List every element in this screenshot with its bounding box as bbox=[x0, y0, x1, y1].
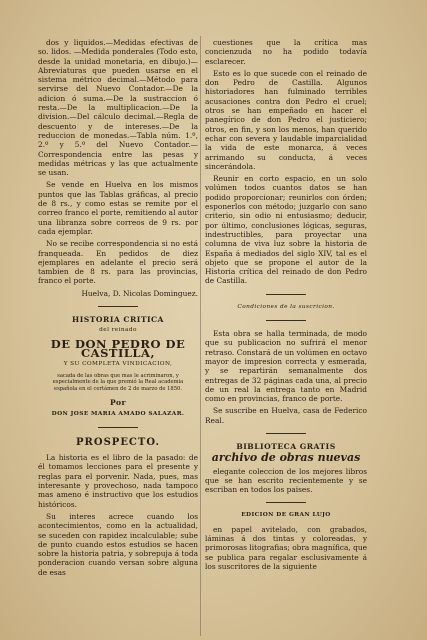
signature: Huelva, D. Nicolas Dominguez. bbox=[81, 288, 198, 298]
objective-paragraph: Reunir en corto espacio, en un solo volúmen todos cuantos datos se han podido proporcionar; reunirlos con órden; esponerlos con método; juzgarlo con sano criterio, sin odio ni entusiasmo; deducir, por último, conclusiones lógicas, seguras, indestructibles, para proyectar una columna de viva luz sobre la historia de España á mediados del siglo XIV, tal es el objeto que se propone el autor de la Historia crítica del reinado de don Pedro de Castilla. bbox=[205, 174, 367, 286]
heading-condiciones: Condiciones de la suscricion. bbox=[237, 303, 335, 310]
heading-prospecto: PROSPECTO. bbox=[76, 436, 160, 448]
section-rule bbox=[266, 502, 306, 503]
heading-del-reinado: del reinado bbox=[99, 327, 137, 334]
heading-por: Por bbox=[109, 398, 127, 408]
contents-list: dos y liquidos.—Medidas efectivas de so. lidos. —Medida ponderales (Todo esto, desde la unidad monetaria, en dibujo.)— Abreviaturas que pueden usarse en el sistema métrico decimal.—Método para servirse del Nuevo Contador.—De la adicion ó suma.—De la sustraccion ó resta.—De la multiplicacion.—De la division.—Del cálculo decimal.—Regla de descuento y de intereses.—De la reduccion de monedas.—Tabla núm. 1.º, 2.º y 5.º del Nuevo Contador.—Correspondencia entre las pesas y medidas métricas y las que actualmente se usan. bbox=[38, 38, 198, 178]
conditions-paragraph: Esta obra se halla terminada, de modo que su publicacion no sufrirá el menor retraso. Constará de un volúmen en octavo mayor de impresion correcta y esmerada, y se repartirán semanalmente dos entregas de 32 páginas cada una, al precio de un real la entrega tanto en Madrid como en provincias, franco de porte. bbox=[205, 329, 367, 404]
right-column bbox=[205, 38, 367, 574]
reign-paragraph: Esto es lo que sucede con el reinado de don Pedro de Castilla. Algunos historiadores han fulminado terribles acusaciones contra don Pedro el cruel; otros se han empeñado en hacer el panegírico de don Pedro el justiciero; otros, en fin, y son los menos, han querido echar con severa y laudable imparcialidad la vida de este monarca, á veces arrimando su conducta, á veces sincerándola. bbox=[205, 68, 367, 171]
correspondence-paragraph: No se recibe correspondencia si no está franqueada. En pedidos de diez ejemplares en adelante el precio será tambien de 8 rs. para las provincias, franco el porte. bbox=[38, 239, 198, 286]
subtitle-sacada: sacada de las obras que mas le acriminaron, y especialmente de la que premió la Real academia española en el certámen de 2 de marzo de 1850. bbox=[52, 372, 184, 392]
prospecto-paragraph-2: Su interes acrece cuando los acontecimientos, como en la actualidad, se suceden con rapidez incalculable; sube de punto cuando estos estudios se hacen sobre la historia patria, y sobrepuja á toda ponderacion cuando versan sobre alguna de esas bbox=[38, 511, 198, 577]
heading-historia: HISTORIA CRITICA bbox=[72, 315, 164, 325]
column-divider bbox=[200, 36, 201, 636]
edition-paragraph: en papel avitelado, con grabados, láminas á dos tintas y coloreadas, y primorosas litografias; obra magnífica, que se publica para regalar esclusivamente á los suscritores de la siguiente bbox=[205, 524, 367, 571]
heading-vindicacion: Y SU COMPLETA VINDICACION, bbox=[63, 361, 173, 368]
subscription-paragraph: Se suscribe en Huelva, casa de Federico Real. bbox=[205, 406, 367, 425]
section-rule bbox=[266, 294, 306, 295]
heading-edicion: EDICION DE GRAN LUJO bbox=[241, 512, 331, 519]
prospecto-paragraph-1: La historia es el libro de la pasado: de él tomamos lecciones para el presente y reglas para el porvenir. Nada, pues, mas interesante y provechoso, nada tampoco mas ameno é instructivo que los estudios históricos. bbox=[38, 453, 198, 509]
author-name: DON JOSE MARIA AMADO SALAZAR. bbox=[51, 410, 185, 417]
left-column bbox=[38, 38, 198, 580]
section-rule bbox=[266, 433, 306, 434]
heading-don-pedro: DE DON PEDRO DE CASTILLA, bbox=[50, 336, 186, 360]
heading-biblioteca: BIBLIOTECA GRATIS bbox=[236, 441, 336, 451]
collection-paragraph: elegante coleccion de los mejores libros que se han escrito recientemente y se escriban en todos los paises. bbox=[205, 466, 367, 495]
section-rule bbox=[98, 306, 138, 307]
sales-paragraph: Se vende en Huelva en los mismos puntos que las Tablas gráficas, al precio de 8 rs., y como estas se remite por el correo franco el porte, remitiendo al autor una libranza sobre correos de 9 rs. por cada ejemplar. bbox=[38, 180, 198, 236]
section-rule bbox=[98, 427, 138, 428]
questions-paragraph: cuestiones que la crítica mas concienzuda no ha podido todavía esclarecer. bbox=[205, 38, 367, 66]
heading-archivo: archivo de obras nuevas bbox=[211, 451, 361, 465]
section-rule bbox=[266, 320, 306, 321]
